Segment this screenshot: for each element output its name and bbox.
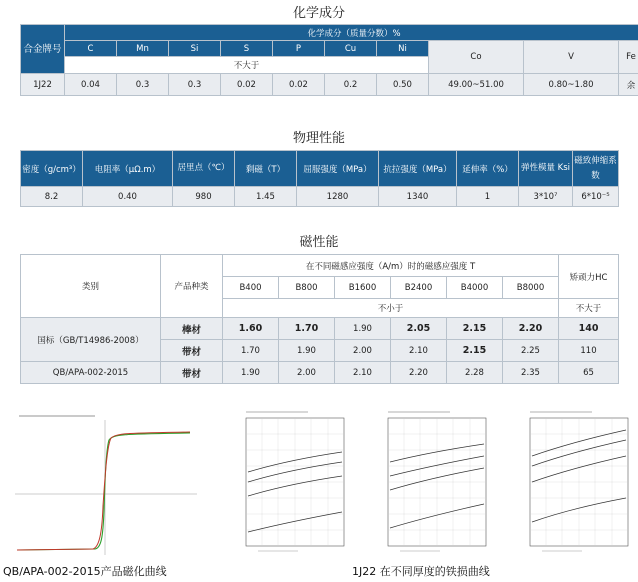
resistivity-header: 电阻率（μΩ.m） bbox=[83, 151, 173, 187]
phys-table bbox=[20, 150, 619, 207]
chem-section-title: 化学成分 bbox=[292, 6, 345, 21]
curie-header: 居里点（℃） bbox=[173, 151, 235, 187]
iron-loss-figure-3 bbox=[512, 404, 632, 559]
table-cell: 2.20 bbox=[391, 362, 447, 384]
remanence-header: 剩磁（T） bbox=[235, 151, 297, 187]
table-cell: 0.40 bbox=[83, 187, 173, 207]
induction-header: 在不同磁感应强度（A/m）时的磁感应强度 T bbox=[223, 255, 559, 277]
table-cell: 1340 bbox=[379, 187, 457, 207]
table-cell: 1.60 bbox=[223, 318, 279, 340]
table-cell: 1.70 bbox=[223, 340, 279, 362]
category-cell: 国标（GB/T14986-2008） bbox=[21, 318, 161, 362]
iron-loss-chart-image bbox=[370, 404, 490, 559]
element-header: S bbox=[221, 41, 273, 57]
table-cell: 0.02 bbox=[273, 74, 325, 96]
table-cell: 2.00 bbox=[335, 340, 391, 362]
table-cell: 3*10⁷ bbox=[519, 187, 573, 207]
element-header: C bbox=[65, 41, 117, 57]
magnetostriction-header: 磁致伸缩系数 bbox=[573, 151, 619, 187]
product-type-cell: 带材 bbox=[161, 362, 223, 384]
iron-loss-chart-image bbox=[512, 404, 632, 559]
b-column-header: B1600 bbox=[335, 277, 391, 299]
table-cell: 2.15 bbox=[447, 340, 503, 362]
element-header: Ni bbox=[377, 41, 429, 57]
element-header: Si bbox=[169, 41, 221, 57]
product-type-cell: 带材 bbox=[161, 340, 223, 362]
table-cell: 2.20 bbox=[503, 318, 559, 340]
element-header: Mn bbox=[117, 41, 169, 57]
table-cell: 2.00 bbox=[279, 362, 335, 384]
phys-section-title: 物理性能 bbox=[292, 131, 345, 146]
elongation-header: 延伸率（%） bbox=[457, 151, 519, 187]
element-header: Co bbox=[429, 41, 524, 74]
magnetization-caption: QB/APA-002-2015产品磁化曲线 bbox=[3, 565, 167, 578]
table-cell: 1.90 bbox=[223, 362, 279, 384]
table-cell: 65 bbox=[559, 362, 619, 384]
not-less-label: 不小于 bbox=[223, 299, 559, 318]
b-column-header: B8000 bbox=[503, 277, 559, 299]
chem-table bbox=[20, 24, 638, 96]
iron-loss-caption: 1J22 在不同厚度的铁损曲线 bbox=[352, 565, 490, 578]
composition-header: 化学成分（质量分数）% bbox=[65, 25, 638, 41]
table-cell: 2.10 bbox=[335, 362, 391, 384]
table-cell: 1.90 bbox=[335, 318, 391, 340]
table-cell: 0.3 bbox=[169, 74, 221, 96]
category-header: 类别 bbox=[21, 255, 161, 318]
table-cell: 980 bbox=[173, 187, 235, 207]
b-column-header: B400 bbox=[223, 277, 279, 299]
table-cell: 1.90 bbox=[279, 340, 335, 362]
mag-table bbox=[20, 254, 619, 384]
not-greater-label: 不大于 bbox=[559, 299, 619, 318]
b-column-header: B2400 bbox=[391, 277, 447, 299]
table-cell: 0.2 bbox=[325, 74, 377, 96]
modulus-header: 弹性模量 Ksi bbox=[519, 151, 573, 187]
element-header: V bbox=[524, 41, 619, 74]
category-cell: QB/APA-002-2015 bbox=[21, 362, 161, 384]
magnetization-curve-figure bbox=[5, 410, 205, 560]
b-column-header: B4000 bbox=[447, 277, 503, 299]
tensile-header: 抗拉强度（MPa） bbox=[379, 151, 457, 187]
iron-loss-figure-1 bbox=[228, 404, 348, 559]
table-cell: 2.25 bbox=[503, 340, 559, 362]
coercivity-header: 矫顽力HC bbox=[559, 255, 619, 299]
table-cell: 1J22 bbox=[21, 74, 65, 96]
table-cell: 0.3 bbox=[117, 74, 169, 96]
table-cell: 1 bbox=[457, 187, 519, 207]
table-cell: 余 bbox=[619, 74, 638, 96]
iron-loss-figure-2 bbox=[370, 404, 490, 559]
b-column-header: B800 bbox=[279, 277, 335, 299]
table-cell: 1.45 bbox=[235, 187, 297, 207]
table-cell: 2.35 bbox=[503, 362, 559, 384]
table-cell: 1280 bbox=[297, 187, 379, 207]
table-cell: 0.04 bbox=[65, 74, 117, 96]
table-cell: 110 bbox=[559, 340, 619, 362]
product-type-header: 产品种类 bbox=[161, 255, 223, 318]
table-cell: 2.28 bbox=[447, 362, 503, 384]
table-cell: 140 bbox=[559, 318, 619, 340]
product-type-cell: 棒材 bbox=[161, 318, 223, 340]
grade-header: 合金牌号 bbox=[21, 25, 65, 74]
table-cell: 8.2 bbox=[21, 187, 83, 207]
table-cell: 2.10 bbox=[391, 340, 447, 362]
table-cell: 0.50 bbox=[377, 74, 429, 96]
table-cell: 6*10⁻⁵ bbox=[573, 187, 619, 207]
table-cell: 0.02 bbox=[221, 74, 273, 96]
not-greater-label: 不大于 bbox=[65, 57, 429, 74]
iron-loss-chart-image bbox=[228, 404, 348, 559]
table-cell: 1.70 bbox=[279, 318, 335, 340]
table-cell: 49.00~51.00 bbox=[429, 74, 524, 96]
element-header: Cu bbox=[325, 41, 377, 57]
mag-section-title: 磁性能 bbox=[299, 235, 339, 250]
table-cell: 0.80~1.80 bbox=[524, 74, 619, 96]
element-header: Fe bbox=[619, 41, 638, 74]
density-header: 密度（g/cm³） bbox=[21, 151, 83, 187]
magnetization-curve-image bbox=[5, 410, 205, 560]
element-header: P bbox=[273, 41, 325, 57]
table-cell: 2.15 bbox=[447, 318, 503, 340]
table-cell: 2.05 bbox=[391, 318, 447, 340]
yield-header: 屈服强度（MPa） bbox=[297, 151, 379, 187]
